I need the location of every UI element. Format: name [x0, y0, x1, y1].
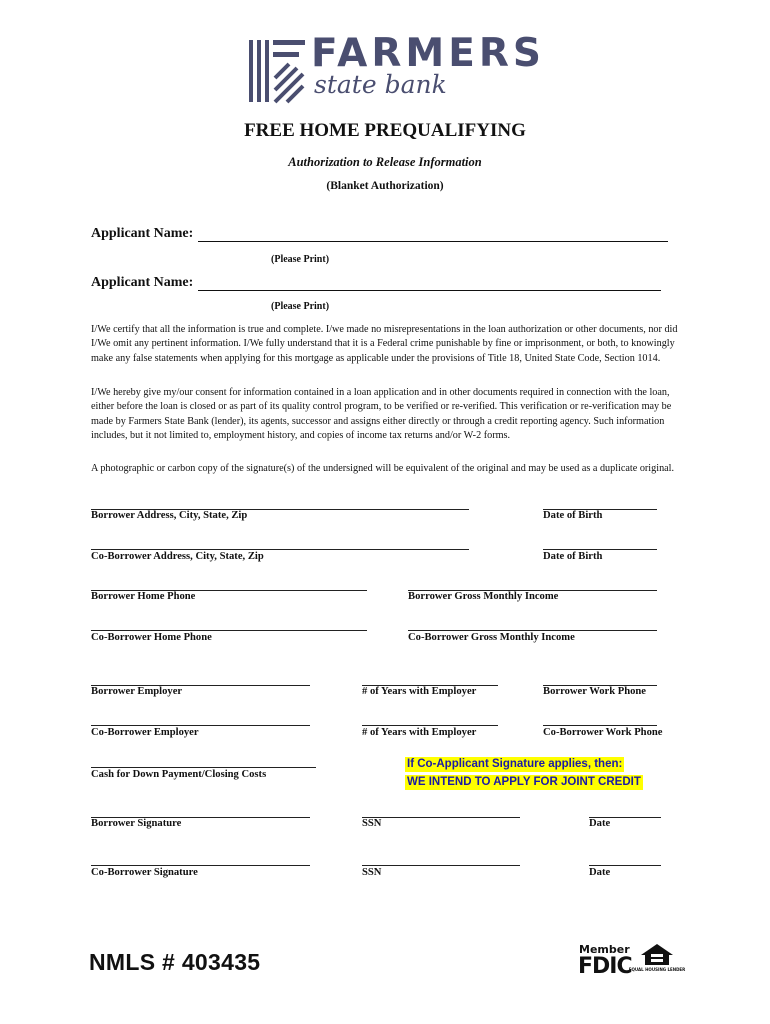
nmls-number: NMLS # 403435 — [89, 949, 261, 975]
coborrower-ssn-label: SSN — [362, 867, 382, 878]
coborrower-address-label: Co-Borrower Address, City, State, Zip — [91, 551, 264, 562]
borrower-work-phone-label: Borrower Work Phone — [543, 686, 646, 697]
borrower-address-label: Borrower Address, City, State, Zip — [91, 510, 248, 521]
borrower-employer-label: Borrower Employer — [91, 686, 183, 697]
please-print-hint-1: (Please Print) — [271, 254, 330, 265]
fdic-member-text: Member — [579, 943, 630, 956]
joint-credit-note-line2: WE INTEND TO APPLY FOR JOINT CREDIT — [407, 776, 641, 788]
consent-paragraph: I/We hereby give my/our consent for information contained in a loan application and in other documents required in connection with the loan, either before the loan is closed or as part of its quality control program, to be verified or re-verified. This verification or re-verification may be made by Farmers State Bank (lender), its agents, successor and assigns either directly or through a credit reporting agency. Such information includes, but it not limited to, employment history, and copies of income tax returns and/or W-2 forms. — [91, 387, 672, 441]
borrower-years-label: # of Years with Employer — [362, 686, 477, 697]
coborrower-years-field[interactable] — [362, 725, 498, 726]
applicant-name-field-1[interactable] — [198, 227, 668, 242]
borrower-ssn-field[interactable] — [362, 817, 520, 818]
logo-brand: FARMERS — [311, 31, 545, 76]
borrower-date-label: Date — [589, 818, 611, 829]
eho-text: EQUAL HOUSING LENDER — [628, 967, 686, 972]
please-print-hint-2: (Please Print) — [271, 301, 330, 312]
certification-paragraph: I/We certify that all the information is true and complete. I/we made no misrepresentations in the loan authorization or other documents, nor did I/We omit any pertinent information. I/We fully understand that it is a Federal crime punishable by fine or imprisonment, or both, to knowingly make any false statements when applying for this mortgage as applicable under the provisions of Title 18, United State Code, Section 1014. — [91, 324, 678, 364]
coborrower-dob-field[interactable] — [543, 549, 657, 550]
coborrower-ssn-field[interactable] — [362, 865, 520, 866]
borrower-signature-label: Borrower Signature — [91, 818, 182, 829]
applicant-name-label-2: Applicant Name: — [91, 275, 194, 290]
logo-subbrand: state bank — [314, 70, 447, 99]
cash-down-field[interactable] — [91, 767, 316, 768]
cash-down-label: Cash for Down Payment/Closing Costs — [91, 769, 267, 780]
borrower-home-phone-label: Borrower Home Phone — [91, 591, 196, 602]
coborrower-work-phone-field[interactable] — [543, 725, 657, 726]
coborrower-signature-label: Co-Borrower Signature — [91, 867, 198, 878]
coborrower-years-label: # of Years with Employer — [362, 727, 477, 738]
equal-housing-lender-icon — [628, 943, 686, 977]
coborrower-home-phone-field[interactable] — [91, 630, 367, 631]
joint-credit-note — [405, 754, 643, 790]
coborrower-date-field[interactable] — [589, 865, 661, 866]
joint-credit-note-line1: If Co-Applicant Signature applies, then: — [407, 758, 623, 770]
coborrower-income-label: Co-Borrower Gross Monthly Income — [408, 632, 575, 643]
fdic-logo-text: FDIC — [578, 954, 632, 979]
coborrower-address-field[interactable] — [91, 549, 469, 550]
coborrower-home-phone-label: Co-Borrower Home Phone — [91, 632, 212, 643]
bank-logo-mark — [249, 40, 305, 102]
borrower-dob-label: Date of Birth — [543, 510, 603, 521]
coborrower-employer-field[interactable] — [91, 725, 310, 726]
coborrower-signature-field[interactable] — [91, 865, 310, 866]
coborrower-work-phone-label: Co-Borrower Work Phone — [543, 727, 663, 738]
coborrower-income-field[interactable] — [408, 630, 657, 631]
coborrower-date-label: Date — [589, 867, 611, 878]
page-title: FREE HOME PREQUALIFYING — [244, 120, 526, 141]
applicant-name-field-2[interactable] — [198, 276, 661, 291]
borrower-ssn-label: SSN — [362, 818, 382, 829]
page-subtitle-2: (Blanket Authorization) — [326, 180, 444, 192]
coborrower-employer-label: Co-Borrower Employer — [91, 727, 199, 738]
copy-paragraph: A photographic or carbon copy of the signature(s) of the undersigned will be equivalent of the original and may be used as a duplicate original. — [91, 463, 675, 474]
coborrower-dob-label: Date of Birth — [543, 551, 603, 562]
borrower-income-label: Borrower Gross Monthly Income — [408, 591, 559, 602]
page-subtitle: Authorization to Release Information — [288, 155, 482, 169]
applicant-name-label-1: Applicant Name: — [91, 226, 194, 241]
